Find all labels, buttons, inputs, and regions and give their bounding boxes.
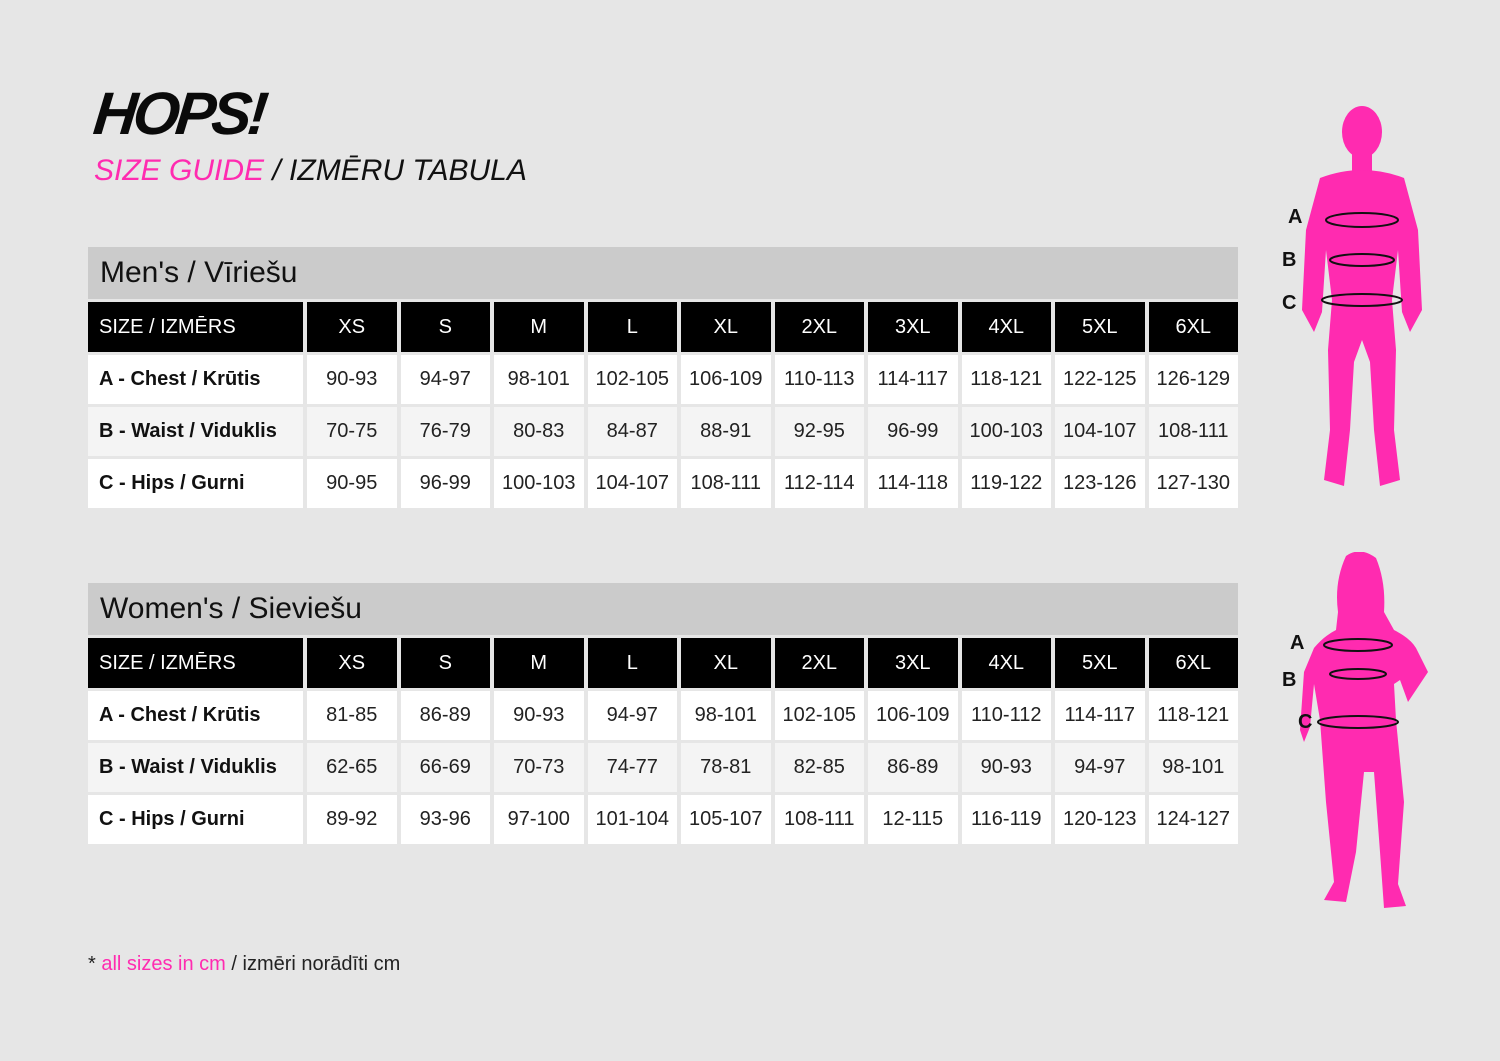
table-cell: 78-81 [681,743,771,792]
table-cell: 98-101 [494,355,584,404]
header-cell: XL [681,302,771,352]
table-cell: 74-77 [588,743,678,792]
table-cell: 112-114 [775,459,865,508]
table-cell: 12-115 [868,795,958,844]
figure-label-c: C [1282,292,1297,314]
figure-label-a: A [1288,206,1303,228]
table-cell: 89-92 [307,795,397,844]
figure-label-a: A [1290,632,1305,654]
footnote-lv: / izmēri norādīti cm [225,953,401,975]
table-cell: 100-103 [494,459,584,508]
header-cell: 4XL [962,638,1052,688]
table-cell: 93-96 [401,795,491,844]
header-cell: 4XL [962,302,1052,352]
womens-size-section [88,583,1238,847]
table-cell: 92-95 [775,407,865,456]
table-cell: 118-121 [962,355,1052,404]
table-cell: 62-65 [307,743,397,792]
table-cell: 84-87 [588,407,678,456]
table-cell: 98-101 [681,691,771,740]
row-label: B - Waist / Viduklis [88,407,303,456]
header-cell: 5XL [1055,638,1145,688]
row-label: A - Chest / Krūtis [88,355,303,404]
table-cell: 90-93 [494,691,584,740]
male-body-silhouette-icon [1270,100,1450,495]
table-cell: 96-99 [868,407,958,456]
subtitle-en: SIZE GUIDE [94,154,265,187]
header-cell: L [588,638,678,688]
header-cell: 2XL [775,638,865,688]
figure-label-c: C [1298,711,1313,733]
header-cell: M [494,302,584,352]
header-cell: 5XL [1055,302,1145,352]
table-cell: 110-112 [962,691,1052,740]
table-cell: 106-109 [868,691,958,740]
table-row [88,743,1238,792]
header-cell: M [494,638,584,688]
table-cell: 104-107 [588,459,678,508]
header-cell: 3XL [868,638,958,688]
table-cell: 98-101 [1149,743,1239,792]
mens-size-section [88,247,1238,511]
row-label: C - Hips / Gurni [88,459,303,508]
table-cell: 122-125 [1055,355,1145,404]
table-cell: 116-119 [962,795,1052,844]
womens-section-title: Women's / Sieviešu [88,583,1238,635]
table-row [88,459,1238,508]
header-cell: XL [681,638,771,688]
table-cell: 124-127 [1149,795,1239,844]
header-cell: XS [307,638,397,688]
footnote [88,953,400,976]
table-cell: 108-111 [1149,407,1239,456]
table-cell: 76-79 [401,407,491,456]
table-cell: 70-73 [494,743,584,792]
table-cell: 104-107 [1055,407,1145,456]
table-cell: 114-117 [1055,691,1145,740]
hops-logo: HOPS! [90,80,268,147]
figure-label-b: B [1282,669,1297,691]
table-cell: 102-105 [588,355,678,404]
header-cell: S [401,638,491,688]
table-cell: 119-122 [962,459,1052,508]
mens-size-table [84,299,1242,511]
footnote-asterisk: * [88,953,102,975]
table-cell: 108-111 [775,795,865,844]
header-cell: S [401,302,491,352]
table-row [88,355,1238,404]
table-cell: 114-118 [868,459,958,508]
footnote-en: all sizes in cm [101,953,226,975]
header-cell: 2XL [775,302,865,352]
table-cell: 94-97 [1055,743,1145,792]
row-label: A - Chest / Krūtis [88,691,303,740]
table-cell: 102-105 [775,691,865,740]
header-cell: SIZE / IZMĒRS [88,302,303,352]
table-row [88,691,1238,740]
female-body-silhouette-icon [1280,552,1450,912]
womens-header-row [88,638,1238,688]
table-cell: 97-100 [494,795,584,844]
table-cell: 88-91 [681,407,771,456]
table-cell: 90-95 [307,459,397,508]
table-cell: 86-89 [401,691,491,740]
mens-header-row [88,302,1238,352]
row-label: B - Waist / Viduklis [88,743,303,792]
table-cell: 66-69 [401,743,491,792]
womens-size-table [84,635,1242,847]
table-cell: 126-129 [1149,355,1239,404]
table-cell: 90-93 [962,743,1052,792]
table-cell: 70-75 [307,407,397,456]
table-cell: 118-121 [1149,691,1239,740]
table-cell: 127-130 [1149,459,1239,508]
table-cell: 101-104 [588,795,678,844]
header-cell: 6XL [1149,302,1239,352]
row-label: C - Hips / Gurni [88,795,303,844]
table-cell: 94-97 [588,691,678,740]
subtitle-lv: IZMĒRU TABULA [289,154,527,187]
header-cell: XS [307,302,397,352]
table-cell: 80-83 [494,407,584,456]
table-row [88,407,1238,456]
mens-section-title: Men's / Vīriešu [88,247,1238,299]
table-cell: 110-113 [775,355,865,404]
table-cell: 106-109 [681,355,771,404]
table-cell: 94-97 [401,355,491,404]
table-cell: 100-103 [962,407,1052,456]
table-cell: 86-89 [868,743,958,792]
table-cell: 81-85 [307,691,397,740]
header-cell: 6XL [1149,638,1239,688]
table-cell: 108-111 [681,459,771,508]
figure-label-b: B [1282,249,1297,271]
header-cell: L [588,302,678,352]
table-cell: 96-99 [401,459,491,508]
table-cell: 123-126 [1055,459,1145,508]
page-subtitle [94,156,527,186]
table-row [88,795,1238,844]
table-cell: 90-93 [307,355,397,404]
subtitle-separator: / [264,154,290,187]
table-cell: 82-85 [775,743,865,792]
table-cell: 120-123 [1055,795,1145,844]
header-cell: SIZE / IZMĒRS [88,638,303,688]
table-cell: 105-107 [681,795,771,844]
table-cell: 114-117 [868,355,958,404]
header-cell: 3XL [868,302,958,352]
